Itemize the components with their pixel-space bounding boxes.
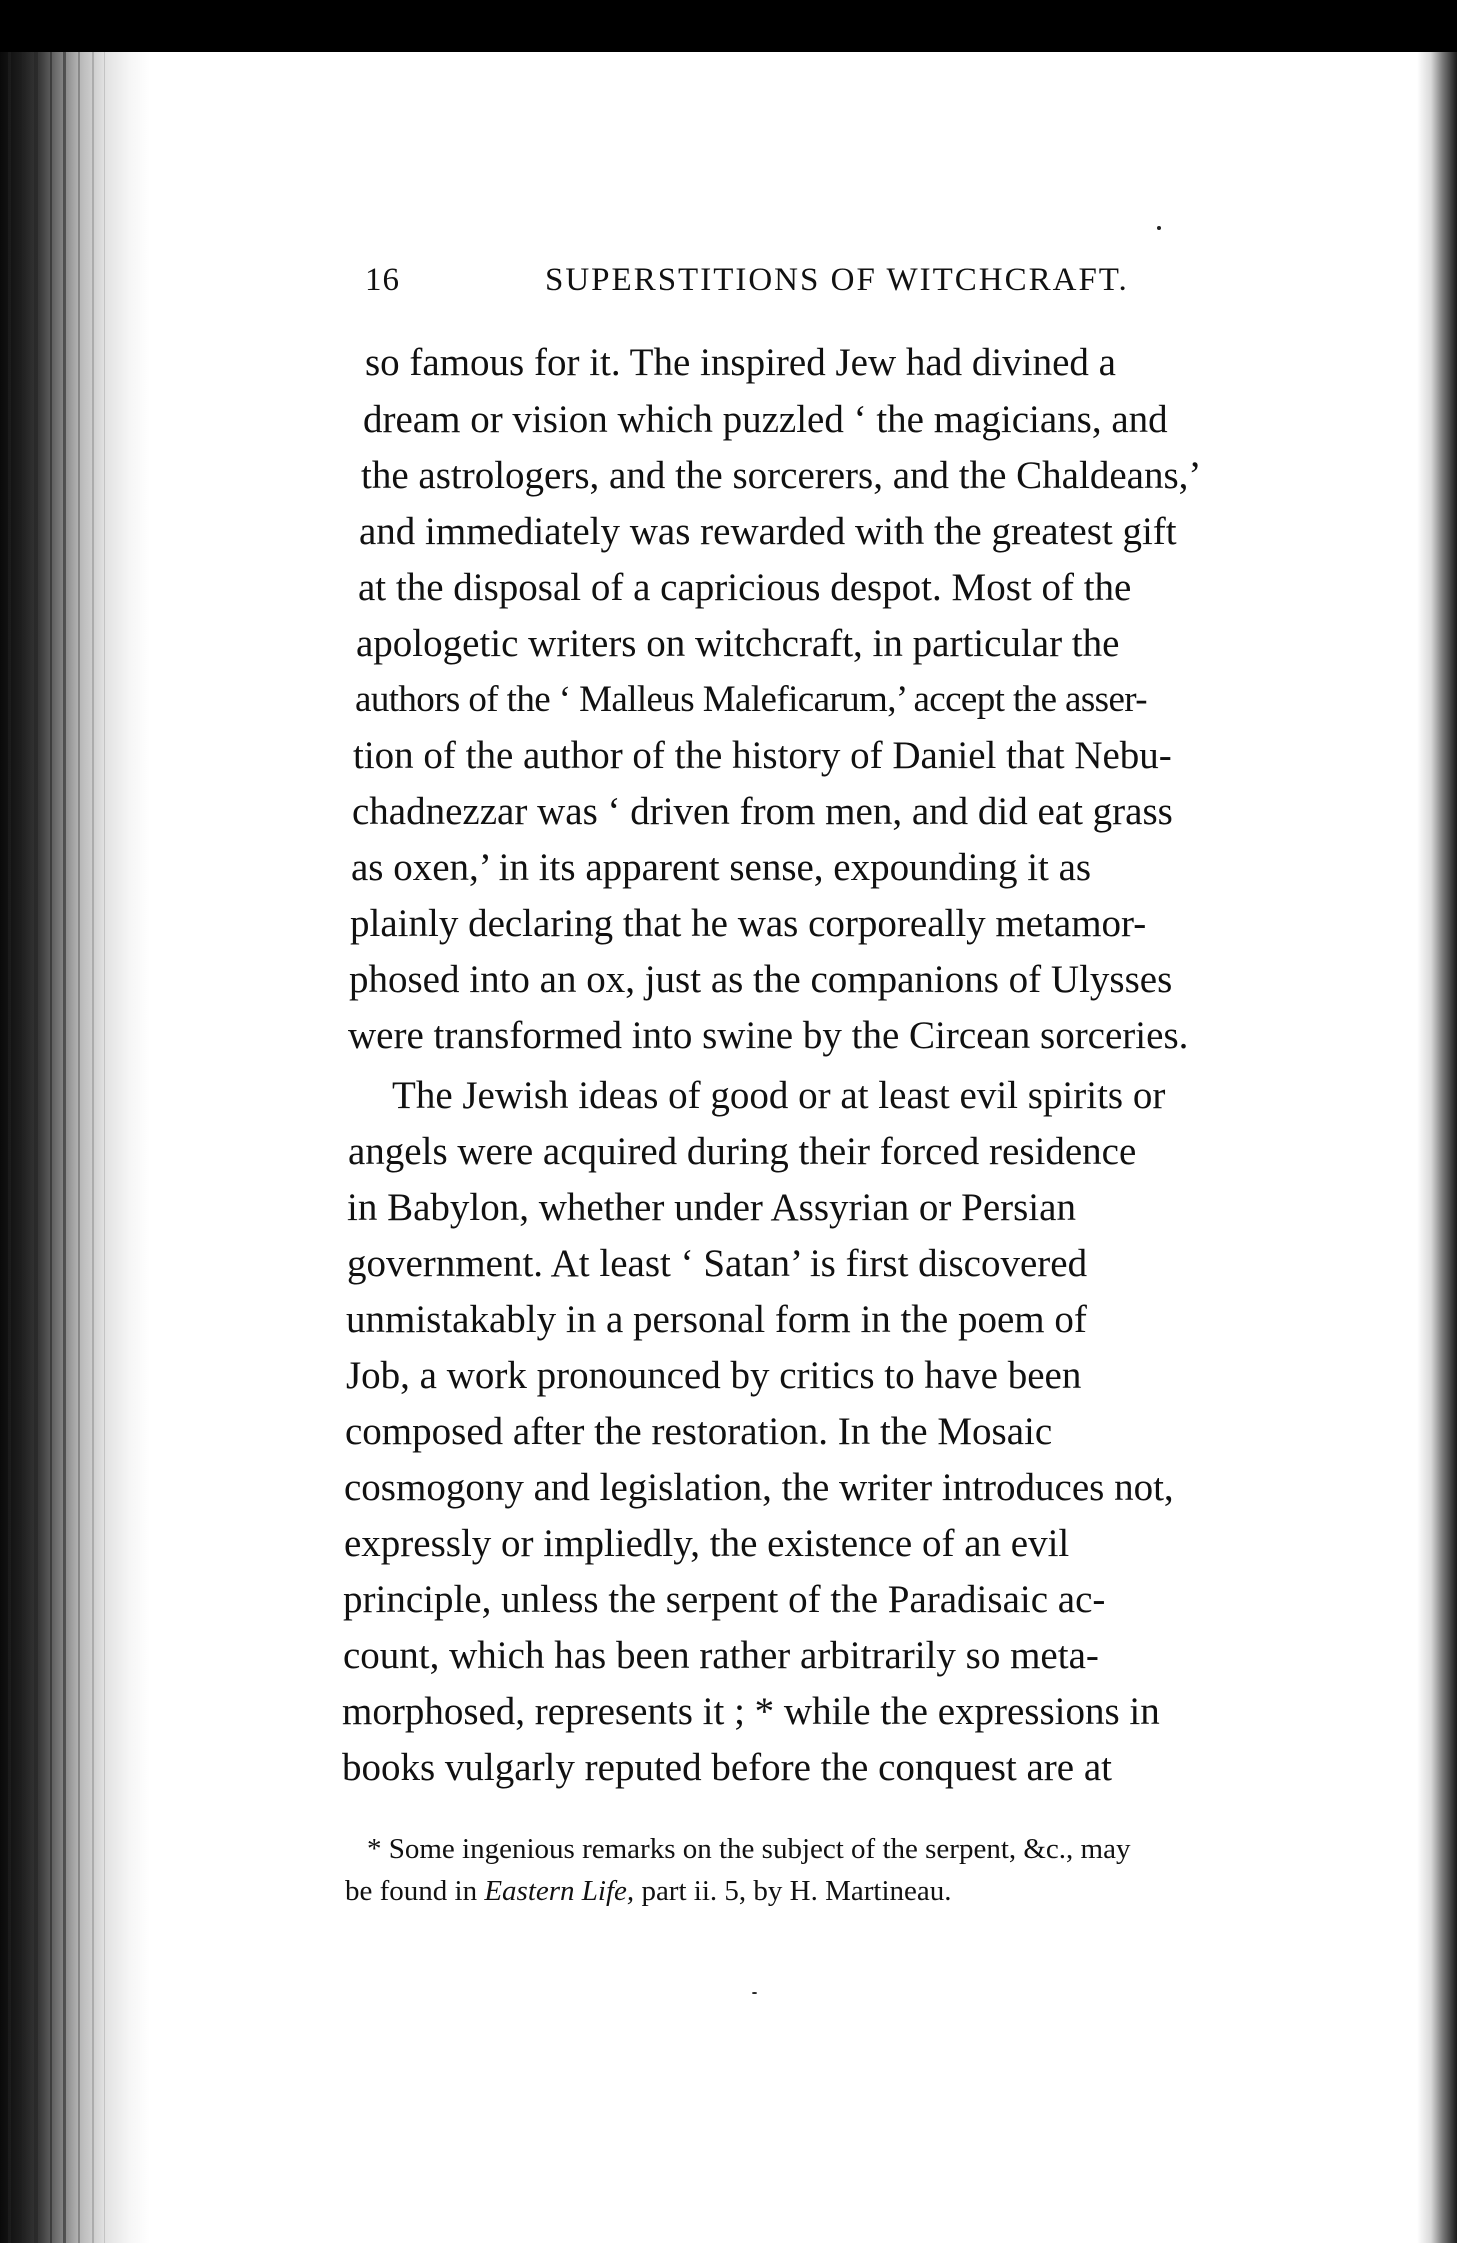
body-line: authors of the ‘ Malleus Maleficarum,’ accept the asser- xyxy=(355,679,1147,720)
body-line: as oxen,’ in its apparent sense, expounding it as xyxy=(351,846,1092,889)
body-line: so famous for it. The inspired Jew had divined a xyxy=(365,341,1116,384)
footnote-line xyxy=(345,1870,1285,1912)
footnote-text: be found in xyxy=(345,1875,485,1907)
body-line: principle, unless the serpent of the Paradisaic ac- xyxy=(343,1578,1106,1621)
running-head xyxy=(365,262,1145,308)
body-line: Job, a work pronounced by critics to have been xyxy=(346,1354,1082,1397)
body-line: cosmogony and legislation, the writer introduces not, xyxy=(344,1466,1174,1509)
body-line: chadnezzar was ‘ driven from men, and did eat grass xyxy=(352,790,1173,833)
body-line: apologetic writers on witchcraft, in particular the xyxy=(356,622,1120,665)
body-line: expressly or impliedly, the existence of an evil xyxy=(344,1522,1070,1565)
body-line: The Jewish ideas of good or at least evil spirits or xyxy=(392,1074,1166,1117)
body-line: morphosed, represents it ; * while the expressions in xyxy=(342,1690,1160,1733)
body-line: dream or vision which puzzled ‘ the magicians, and xyxy=(363,398,1168,441)
footnote-text: part ii. 5, by H. Martineau. xyxy=(634,1875,952,1907)
body-line: count, which has been rather arbitrarily so meta- xyxy=(343,1634,1099,1677)
footnote-line: * Some ingenious remarks on the subject of the serpent, &c., may xyxy=(367,1833,1131,1865)
page-number: 16 xyxy=(365,262,400,298)
body-line: phosed into an ox, just as the companions of Ulysses xyxy=(349,958,1173,1001)
print-speck xyxy=(752,1992,757,1994)
running-title: SUPERSTITIONS OF WITCHCRAFT. xyxy=(545,262,1129,298)
body-line: the astrologers, and the sorcerers, and the Chaldeans,’ xyxy=(361,454,1202,497)
body-line: in Babylon, whether under Assyrian or Persian xyxy=(347,1186,1076,1229)
body-line: at the disposal of a capricious despot. Most of the xyxy=(358,566,1132,609)
print-speck xyxy=(1157,226,1161,230)
footnote xyxy=(345,1828,1285,1912)
body-line: plainly declaring that he was corporeally metamor- xyxy=(350,902,1147,945)
body-line: government. At least ‘ Satan’ is first discovered xyxy=(347,1242,1088,1285)
body-line: composed after the restoration. In the Mosaic xyxy=(345,1410,1053,1453)
body-line: unmistakably in a personal form in the poem of xyxy=(346,1298,1087,1341)
body-line: tion of the author of the history of Daniel that Nebu- xyxy=(353,734,1172,777)
body-line: were transformed into swine by the Circean sorceries. xyxy=(348,1014,1189,1057)
body-line: and immediately was rewarded with the greatest gift xyxy=(359,510,1177,553)
footnote-book-title: Eastern Life, xyxy=(484,1875,635,1907)
body-line: books vulgarly reputed before the conquest are at xyxy=(342,1746,1112,1789)
body-line: angels were acquired during their forced residence xyxy=(348,1130,1137,1173)
